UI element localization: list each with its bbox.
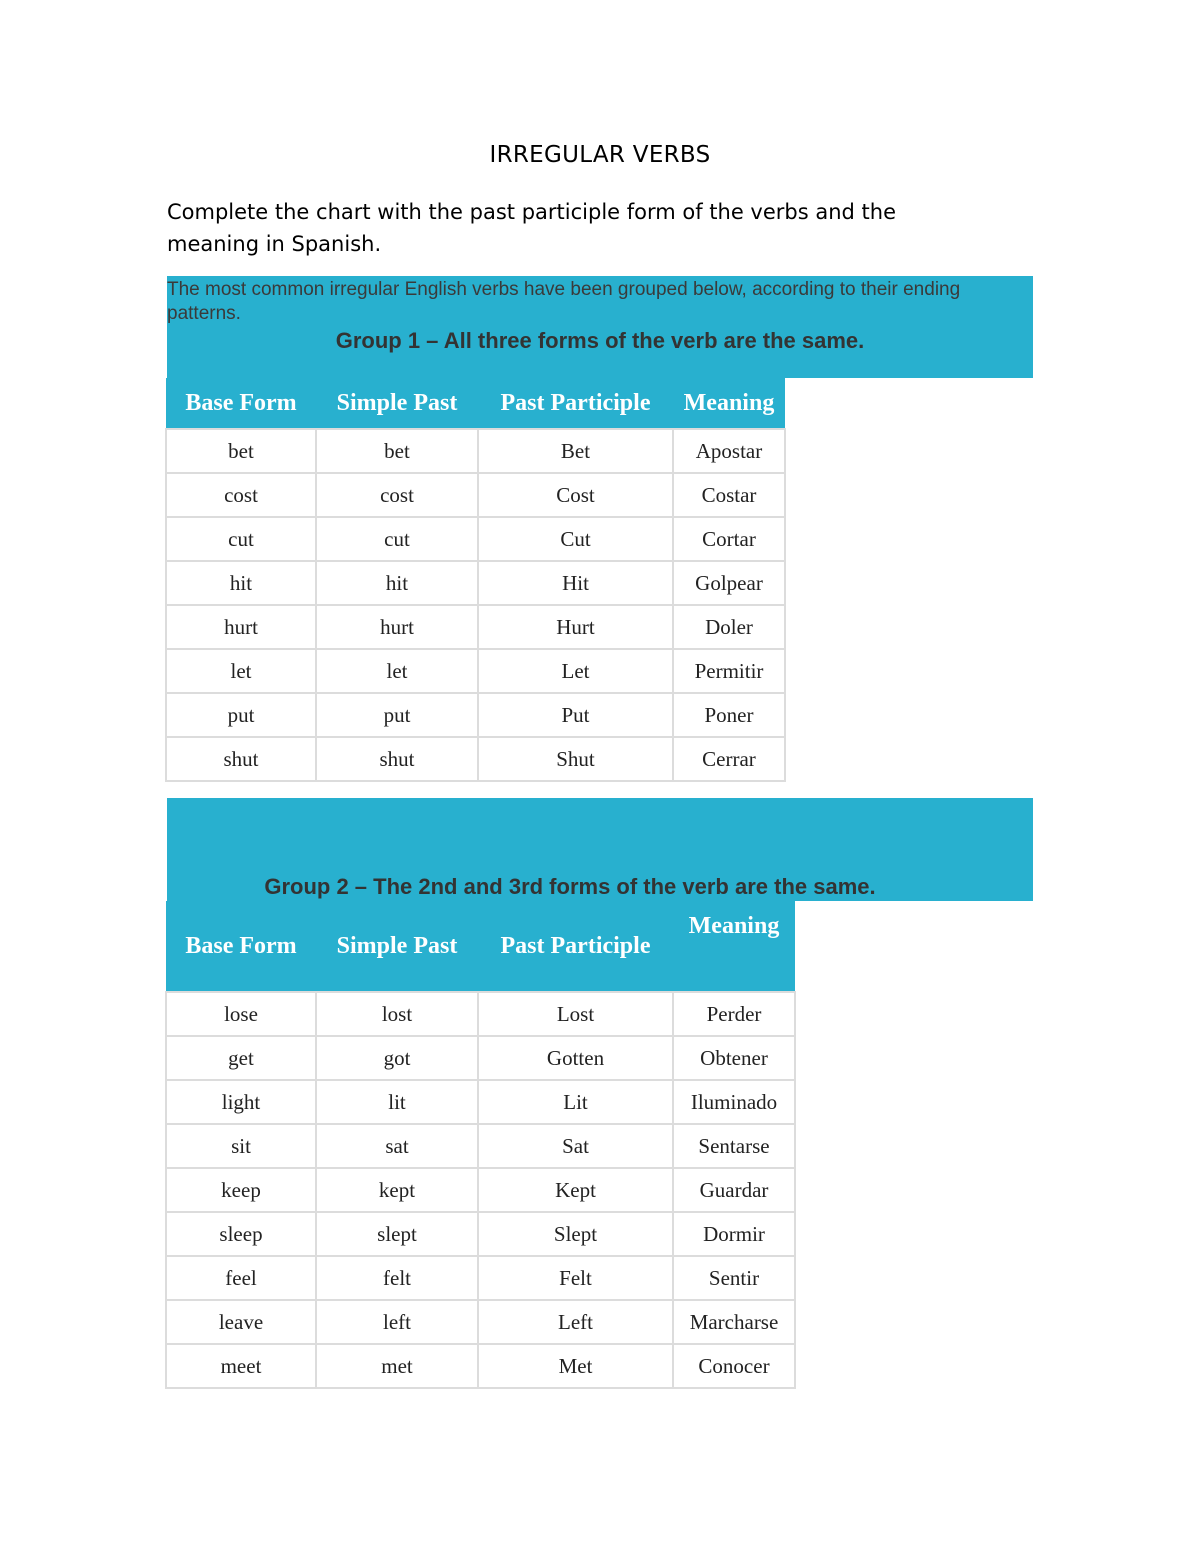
meaning-cell: Costar xyxy=(673,473,785,517)
base-form-cell: leave xyxy=(166,1300,316,1344)
simple-past-cell: felt xyxy=(316,1256,478,1300)
column-header-meaning: Meaning xyxy=(673,378,785,429)
group-1-banner xyxy=(167,276,1033,378)
meaning-cell: Apostar xyxy=(673,429,785,473)
past-participle-cell: Shut xyxy=(478,737,673,781)
past-participle-cell: Hit xyxy=(478,561,673,605)
table-row xyxy=(166,429,785,473)
table-row xyxy=(166,1300,795,1344)
column-header-simple-past: Simple Past xyxy=(316,378,478,429)
meaning-cell: Sentir xyxy=(673,1256,795,1300)
table-row xyxy=(166,473,785,517)
table-row xyxy=(166,1124,795,1168)
meaning-cell: Cerrar xyxy=(673,737,785,781)
column-header-meaning: Meaning xyxy=(673,901,795,992)
base-form-cell: shut xyxy=(166,737,316,781)
base-form-cell: feel xyxy=(166,1256,316,1300)
table-row xyxy=(166,1344,795,1388)
base-form-cell: keep xyxy=(166,1168,316,1212)
page-title: IRREGULAR VERBS xyxy=(489,142,711,168)
meaning-cell: Cortar xyxy=(673,517,785,561)
group-2-table xyxy=(165,901,796,1389)
simple-past-cell: bet xyxy=(316,429,478,473)
base-form-cell: light xyxy=(166,1080,316,1124)
meaning-cell: Iluminado xyxy=(673,1080,795,1124)
past-participle-cell: Felt xyxy=(478,1256,673,1300)
past-participle-cell: Kept xyxy=(478,1168,673,1212)
table-row xyxy=(166,1036,795,1080)
base-form-cell: sleep xyxy=(166,1212,316,1256)
intro-text: The most common irregular English verbs have been grouped below, according to their ending patterns. xyxy=(167,279,961,324)
past-participle-cell: Sat xyxy=(478,1124,673,1168)
past-participle-cell: Gotten xyxy=(478,1036,673,1080)
past-participle-cell: Left xyxy=(478,1300,673,1344)
meaning-cell: Perder xyxy=(673,992,795,1036)
past-participle-cell: Bet xyxy=(478,429,673,473)
past-participle-cell: Slept xyxy=(478,1212,673,1256)
past-participle-cell: Lit xyxy=(478,1080,673,1124)
base-form-cell: cost xyxy=(166,473,316,517)
group-1-table xyxy=(165,378,786,782)
simple-past-cell: let xyxy=(316,649,478,693)
table-header-row xyxy=(166,378,785,429)
instructions-text: Complete the chart with the past participle form of the verbs and the meaning in Spanish. xyxy=(167,200,897,256)
simple-past-cell: shut xyxy=(316,737,478,781)
base-form-cell: meet xyxy=(166,1344,316,1388)
simple-past-cell: met xyxy=(316,1344,478,1388)
column-header-base-form: Base Form xyxy=(166,901,316,992)
simple-past-cell: slept xyxy=(316,1212,478,1256)
column-header-simple-past: Simple Past xyxy=(316,901,478,992)
table-row xyxy=(166,1212,795,1256)
meaning-cell: Golpear xyxy=(673,561,785,605)
simple-past-cell: left xyxy=(316,1300,478,1344)
past-participle-cell: Hurt xyxy=(478,605,673,649)
past-participle-cell: Cut xyxy=(478,517,673,561)
group-2-banner xyxy=(167,798,1033,901)
base-form-cell: hit xyxy=(166,561,316,605)
simple-past-cell: lost xyxy=(316,992,478,1036)
past-participle-cell: Let xyxy=(478,649,673,693)
table-row xyxy=(166,1256,795,1300)
column-header-past-participle: Past Participle xyxy=(478,378,673,429)
simple-past-cell: sat xyxy=(316,1124,478,1168)
past-participle-cell: Put xyxy=(478,693,673,737)
simple-past-cell: lit xyxy=(316,1080,478,1124)
table-row xyxy=(166,1168,795,1212)
base-form-cell: let xyxy=(166,649,316,693)
simple-past-cell: hit xyxy=(316,561,478,605)
meaning-cell: Poner xyxy=(673,693,785,737)
base-form-cell: get xyxy=(166,1036,316,1080)
base-form-cell: put xyxy=(166,693,316,737)
table-row xyxy=(166,1080,795,1124)
table-row xyxy=(166,649,785,693)
column-header-base-form: Base Form xyxy=(166,378,316,429)
meaning-cell: Obtener xyxy=(673,1036,795,1080)
past-participle-cell: Lost xyxy=(478,992,673,1036)
table-row xyxy=(166,693,785,737)
meaning-cell: Dormir xyxy=(673,1212,795,1256)
meaning-cell: Marcharse xyxy=(673,1300,795,1344)
table-row xyxy=(166,517,785,561)
column-header-past-participle: Past Participle xyxy=(478,901,673,992)
table-row xyxy=(166,992,795,1036)
simple-past-cell: cut xyxy=(316,517,478,561)
past-participle-cell: Cost xyxy=(478,473,673,517)
base-form-cell: cut xyxy=(166,517,316,561)
meaning-cell: Doler xyxy=(673,605,785,649)
table-header-row xyxy=(166,901,795,992)
table-row xyxy=(166,605,785,649)
simple-past-cell: hurt xyxy=(316,605,478,649)
table-row xyxy=(166,737,785,781)
past-participle-cell: Met xyxy=(478,1344,673,1388)
base-form-cell: lose xyxy=(166,992,316,1036)
base-form-cell: bet xyxy=(166,429,316,473)
simple-past-cell: cost xyxy=(316,473,478,517)
table-row xyxy=(166,561,785,605)
base-form-cell: sit xyxy=(166,1124,316,1168)
simple-past-cell: kept xyxy=(316,1168,478,1212)
meaning-cell: Permitir xyxy=(673,649,785,693)
meaning-cell: Guardar xyxy=(673,1168,795,1212)
meaning-cell: Conocer xyxy=(673,1344,795,1388)
base-form-cell: hurt xyxy=(166,605,316,649)
simple-past-cell: got xyxy=(316,1036,478,1080)
meaning-cell: Sentarse xyxy=(673,1124,795,1168)
group-1-title: Group 1 – All three forms of the verb are the same. xyxy=(335,328,865,353)
simple-past-cell: put xyxy=(316,693,478,737)
group-2-title: Group 2 – The 2nd and 3rd forms of the verb are the same. xyxy=(264,874,876,899)
